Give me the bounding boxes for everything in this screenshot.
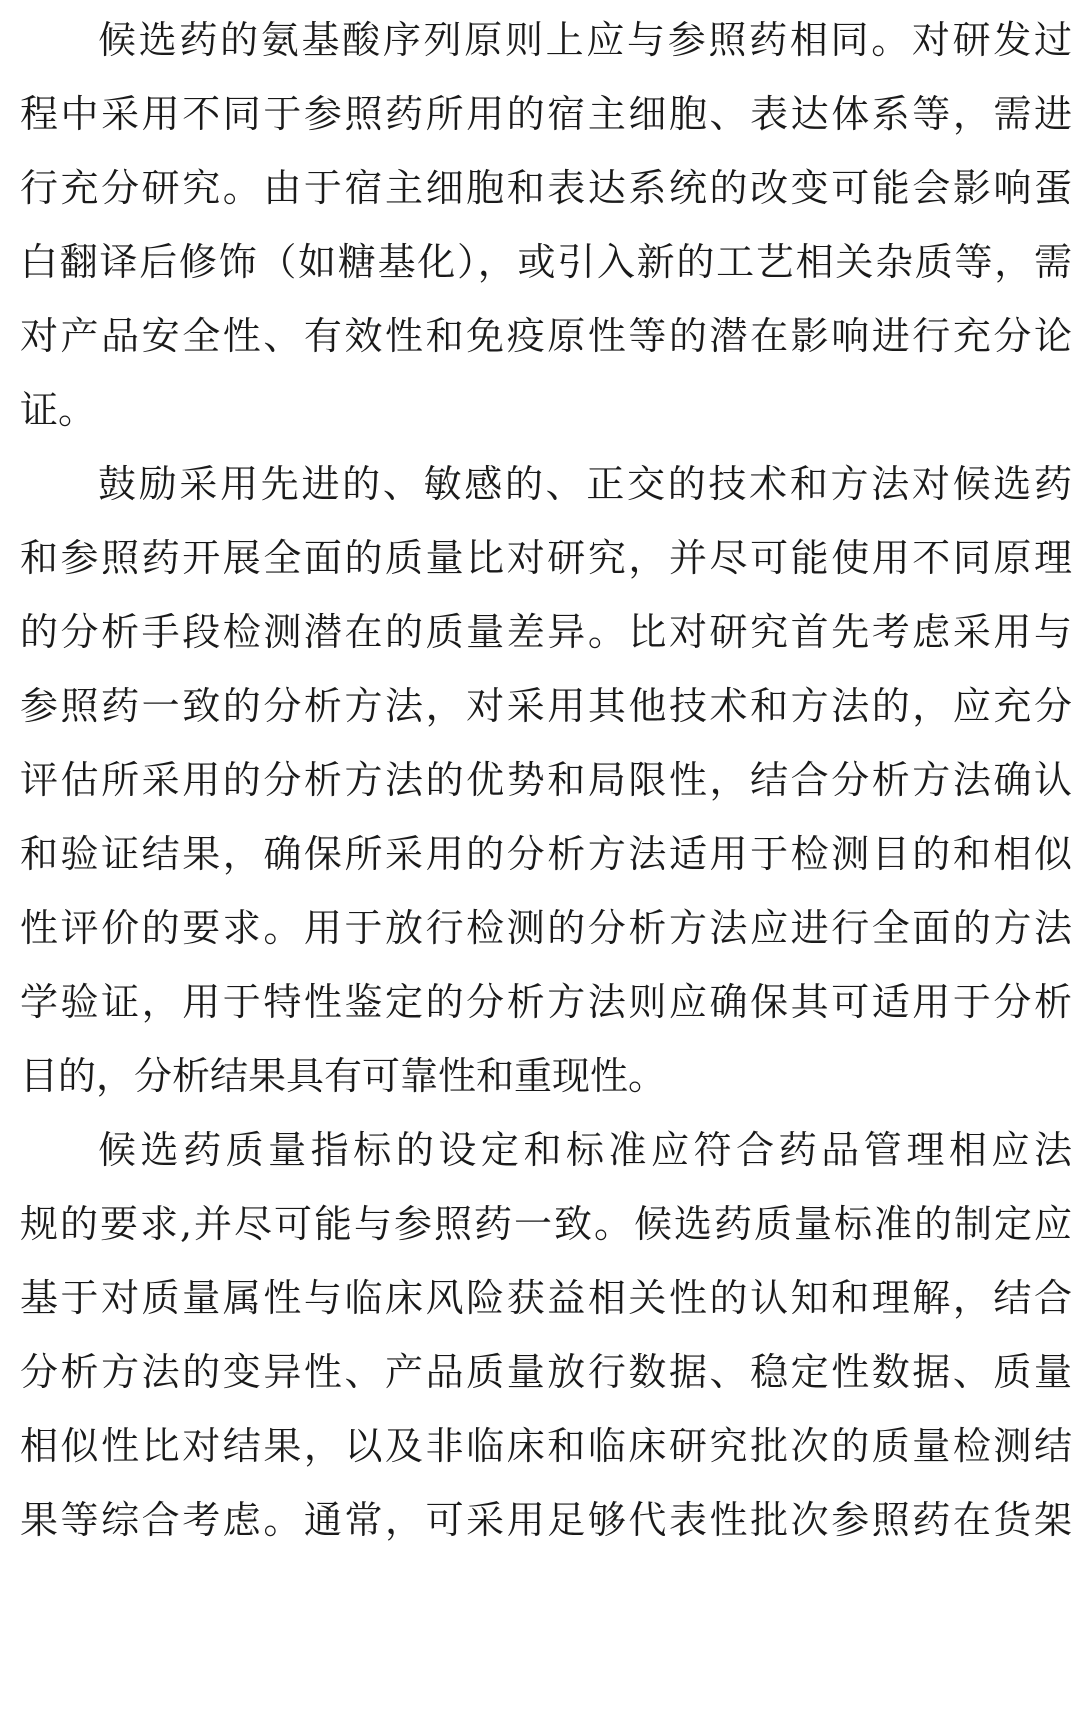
paragraph-2-line-3: 的分析手段检测潜在的质量差异。比对研究首先考虑采用与 (20, 610, 1072, 654)
paragraph-3-line-4: 分析方法的变异性、产品质量放行数据、稳定性数据、质量 (20, 1350, 1072, 1394)
paragraph-2-line-7: 性评价的要求。用于放行检测的分析方法应进行全面的方法 (20, 906, 1072, 950)
paragraph-1-line-2: 程中采用不同于参照药所用的宿主细胞、表达体系等，需进 (20, 92, 1072, 136)
paragraph-2-line-9: 目的，分析结果具有可靠性和重现性。 (20, 1054, 667, 1098)
paragraph-1-line-5: 对产品安全性、有效性和免疫原性等的潜在影响进行充分论 (20, 314, 1072, 358)
paragraph-3-line-2: 规的要求,并尽可能与参照药一致。候选药质量标准的制定应 (20, 1202, 1072, 1246)
paragraph-3-line-5: 相似性比对结果，以及非临床和临床研究批次的质量检测结 (20, 1424, 1072, 1468)
paragraph-1-line-3: 行充分研究。由于宿主细胞和表达系统的改变可能会影响蛋 (20, 166, 1072, 210)
paragraph-3-line-1: 候选药质量指标的设定和标准应符合药品管理相应法 (98, 1128, 1072, 1172)
paragraph-1-line-1: 候选药的氨基酸序列原则上应与参照药相同。对研发过 (98, 18, 1072, 62)
paragraph-1-line-6: 证。 (20, 388, 97, 432)
paragraph-2-line-6: 和验证结果，确保所采用的分析方法适用于检测目的和相似 (20, 832, 1072, 876)
paragraph-2-line-2: 和参照药开展全面的质量比对研究，并尽可能使用不同原理 (20, 536, 1072, 580)
paragraph-2-line-4: 参照药一致的分析方法，对采用其他技术和方法的，应充分 (20, 684, 1072, 728)
paragraph-2-line-5: 评估所采用的分析方法的优势和局限性，结合分析方法确认 (20, 758, 1072, 802)
paragraph-3-line-3: 基于对质量属性与临床风险获益相关性的认知和理解，结合 (20, 1276, 1072, 1320)
paragraph-2-line-8: 学验证，用于特性鉴定的分析方法则应确保其可适用于分析 (20, 980, 1072, 1024)
paragraph-3-line-6: 果等综合考虑。通常，可采用足够代表性批次参照药在货架 (20, 1498, 1072, 1542)
paragraph-2-line-1: 鼓励采用先进的、敏感的、正交的技术和方法对候选药 (98, 462, 1072, 506)
paragraph-1-line-4: 白翻译后修饰（如糖基化），或引入新的工艺相关杂质等，需 (20, 240, 1072, 284)
